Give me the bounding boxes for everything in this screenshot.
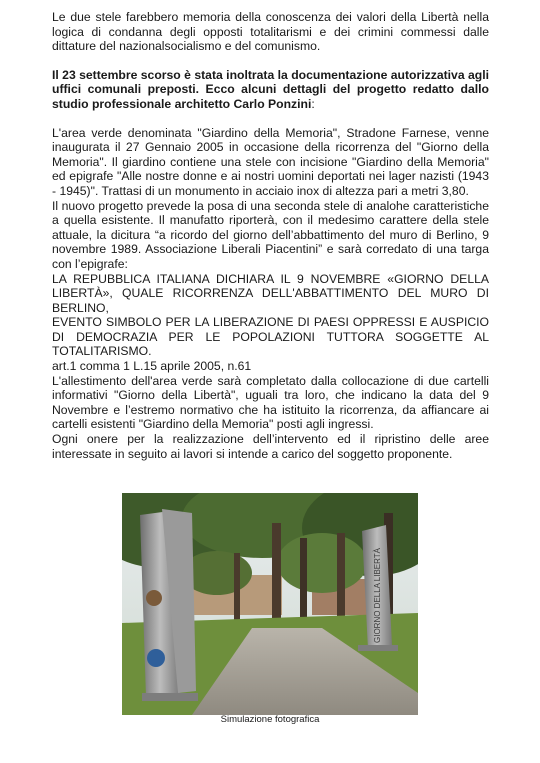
epigraph-line-2: EVENTO SIMBOLO PER LA LIBERAZIONE DI PAESI OPPRESSI E AUSPICIO DI DEMOCRAZIA PER LE POPOLAZIONI TUTTORA SOGGETTE AL TOTALITARISMO. [52,315,489,359]
stele-inscription: GIORNO DELLA LIBERTÀ [373,548,382,643]
paragraph-announcement [52,68,489,112]
spacer [52,112,489,126]
paragraph-costs: Ogni onere per la realizzazione dell’intervento ed il ripristino delle aree interessate in seguito ai lavori si intende a carico del soggetto proponente. [52,432,489,461]
announcement-bold: Il 23 settembre scorso è stata inoltrata la documentazione autorizzativa agli uffici comunali preposti. Ecco alcuni dettagli del progetto redatto dallo studio professionale architetto Carlo Ponzini [52,67,489,111]
document-body [52,10,489,461]
paragraph-signs: L'allestimento dell'area verde sarà completato dalla collocazione di due cartelli informativi "Giorno della Libertà", uguali tra loro, che indicano la data del 9 Novembre e l’estremo normativo che ha istituito la ricorrenza, da affiancare ai cartelli esistenti "Giardino della Memoria" posti agli ingressi. [52,373,489,432]
announcement-colon: : [311,96,315,111]
paragraph-garden: L'area verde denominata "Giardino della Memoria", Stradone Farnese, venne inaugurata il 27 Gennaio 2005 in occasione della ricorrenza del "Giorno della Memoria". Il giardino contiene una stele con incisione "Giardino della Memoria" ed epigrafe "Alle nostre donne e ai nostri uomini deportati nei lager nazisti (1943 - 1945)". Trattasi di un monumento in acciaio inox di altezza pari a metri 3,80. [52,125,489,198]
paragraph-intro: Le due stele farebbero memoria della conoscenza dei valori della Libertà nella logica di condanna degli opposti totalitarismi e dei crimini commessi dalle dittature del nazionalsocialismo e del comunismo. [52,10,489,54]
spacer [52,54,489,68]
photo-simulation [122,493,418,715]
paragraph-new-project: Il nuovo progetto prevede la posa di una seconda stele di analohe caratteristiche a quella esistente. Il manufatto riporterà, con il medesimo carattere della stele attuale, la dicitura “a ricordo del giorno dell’abbattimento del muro di Berlino, 9 novembre 1989. Associazione Liberali Piacentini” e sarà corredato di una targa con l’epigrafe: [52,198,489,271]
law-reference: art.1 comma 1 L.15 aprile 2005, n.61 [52,359,252,374]
photo-caption: Simulazione fotografica [220,714,320,725]
garden-photo [122,493,418,715]
epigraph-line-1: LA REPUBBLICA ITALIANA DICHIARA IL 9 NOVEMBRE «GIORNO DELLA LIBERTÀ», QUALE RICORRENZA DELL'ABBATTIMENTO DEL MURO DI BERLINO, [52,271,489,315]
